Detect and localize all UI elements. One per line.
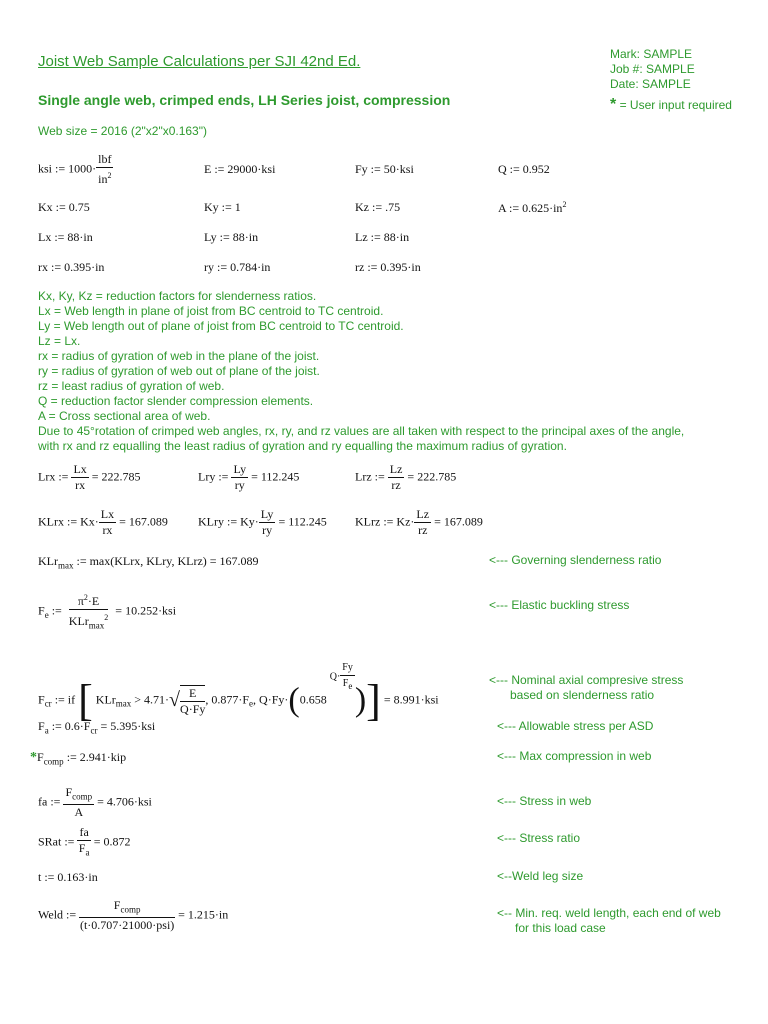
- note-line: with rx and rz equalling the least radius of gyration and ry equalling the maximum radius of gyration.: [38, 439, 567, 453]
- note-line: Ly = Web length out of plane of joist from BC centroid to TC centroid.: [38, 319, 404, 333]
- ry-input: ry := 0.784·in: [204, 260, 271, 274]
- rz-input: rz := 0.395·in: [355, 260, 421, 274]
- fa-comment: <--- Stress in web: [497, 794, 592, 808]
- note-line: Due to 45°rotation of crimped web angles, rx, ry, and rz values are all taken with respect to the principal axes of the angle,: [38, 424, 685, 438]
- SRat-comment: <--- Stress ratio: [497, 831, 581, 845]
- user-input-legend-text: = User input required: [619, 98, 732, 112]
- KLrmax-comment: <--- Governing slenderness ratio: [489, 553, 662, 567]
- note-line: rz = least radius of gyration of web.: [38, 379, 225, 393]
- Lz-input: Lz := 88·in: [355, 230, 410, 244]
- Fcr-comment: <--- Nominal axial compresive stress based on slenderness ratio: [489, 673, 684, 702]
- page-title: Joist Web Sample Calculations per SJI 42nd Ed.: [38, 53, 361, 70]
- Q-input: Q := 0.952: [498, 162, 550, 176]
- Fa-calc: $F_a$ := $0.6\cdot F_{cr} = 5.395\cdot ksi$: [38, 719, 156, 736]
- Fcomp-input: $*F_{comp}$ := 2.941·kip: [30, 750, 127, 767]
- A-input: A := $0.625\cdot in^2$: [498, 200, 567, 215]
- note-line: Q = reduction factor slender compression elements.: [38, 394, 314, 408]
- Kx-input: Kx := 0.75: [38, 200, 90, 214]
- mark-label: Mark: SAMPLE: [610, 47, 693, 61]
- note-line: Kx, Ky, Kz = reduction factors for slenderness ratios.: [38, 289, 317, 303]
- Ly-input: Ly := 88·in: [204, 230, 259, 244]
- Fcr-calc: $F_{cr}$ := if [ KLr$_{max}$ > 4.71·√ $\frac{E}{Q\cdot Fy}$ , $0.877\cdot F_e$, Q·Fy·(0.658 Q· $\frac{Fy}{F_e}$ )] = 8.991·ksi: [38, 662, 439, 726]
- user-input-star-icon: *: [30, 750, 37, 765]
- t-input: t := 0.163·in: [38, 870, 98, 884]
- t-comment: <--Weld leg size: [497, 869, 584, 883]
- rx-input: rx := 0.395·in: [38, 260, 105, 274]
- user-input-legend: [610, 96, 732, 114]
- Fe-calc: $F_e$ := $\frac{\pi^2\cdot E}{KLr_{max}^2}$ = 10.252·ksi: [38, 590, 176, 633]
- Kz-input: Kz := .75: [355, 200, 401, 214]
- job-label: Job #: SAMPLE: [610, 62, 695, 76]
- Fa-comment: <--- Allowable stress per ASD: [497, 719, 654, 733]
- E-input: E := 29000·ksi: [204, 162, 276, 176]
- Lrz-calc: Lrz := $\frac{Lz}{rz}$ = 222.785: [355, 462, 457, 492]
- page-subtitle: Single angle web, crimped ends, LH Series joist, compression: [38, 92, 451, 108]
- fa-calc: fa := $\frac{F_{comp}}{A}$ = 4.706·ksi: [38, 785, 152, 820]
- Lx-input: Lx := 88·in: [38, 230, 93, 244]
- user-input-star-icon: *: [610, 96, 617, 113]
- note-line: A = Cross sectional area of web.: [38, 409, 211, 423]
- note-line: ry = radius of gyration of web out of plane of the joist.: [38, 364, 320, 378]
- Fcomp-comment: <--- Max compression in web: [497, 749, 652, 763]
- Fy-input: Fy := 50·ksi: [355, 162, 414, 176]
- note-line: Lz = Lx.: [38, 334, 81, 348]
- KLrz-calc: KLrz := Kz· $\frac{Lz}{rz}$ = 167.089: [355, 507, 483, 537]
- Lry-calc: Lry := $\frac{Ly}{ry}$ = 112.245: [198, 462, 300, 492]
- Weld-calc: Weld := $\frac{F_{comp}}{\text{(t·0.707·21000·psi)}}$ = 1.215·in: [38, 898, 229, 933]
- KLrx-calc: KLrx := Kx· $\frac{Lx}{rx}$ = 167.089: [38, 507, 168, 537]
- date-label: Date: SAMPLE: [610, 77, 691, 91]
- Ky-input: Ky := 1: [204, 200, 241, 214]
- SRat-calc: SRat := $\frac{fa}{F_a}$ = 0.872: [38, 825, 131, 858]
- ksi-definition: ksi := 1000· $\frac{\text{lbf}}{in^2}$: [38, 152, 112, 186]
- note-line: rx = radius of gyration of web in the plane of the joist.: [38, 349, 320, 363]
- KLrmax-calc: KLr$_{max}$ := max(KLrx, KLry, KLrz) = 167.089: [38, 554, 259, 571]
- Weld-comment: <-- Min. req. weld length, each end of web for this load case: [497, 906, 721, 935]
- KLry-calc: KLry := Ky· $\frac{Ly}{ry}$ = 112.245: [198, 507, 327, 537]
- Fe-comment: <--- Elastic buckling stress: [489, 598, 630, 612]
- note-line: Lx = Web length in plane of joist from BC centroid to TC centroid.: [38, 304, 384, 318]
- web-size-label: Web size = 2016 (2"x2"x0.163"): [38, 124, 207, 138]
- variable-notes: [38, 289, 684, 454]
- Lrx-calc: Lrx := $\frac{Lx}{rx}$ = 222.785: [38, 462, 141, 492]
